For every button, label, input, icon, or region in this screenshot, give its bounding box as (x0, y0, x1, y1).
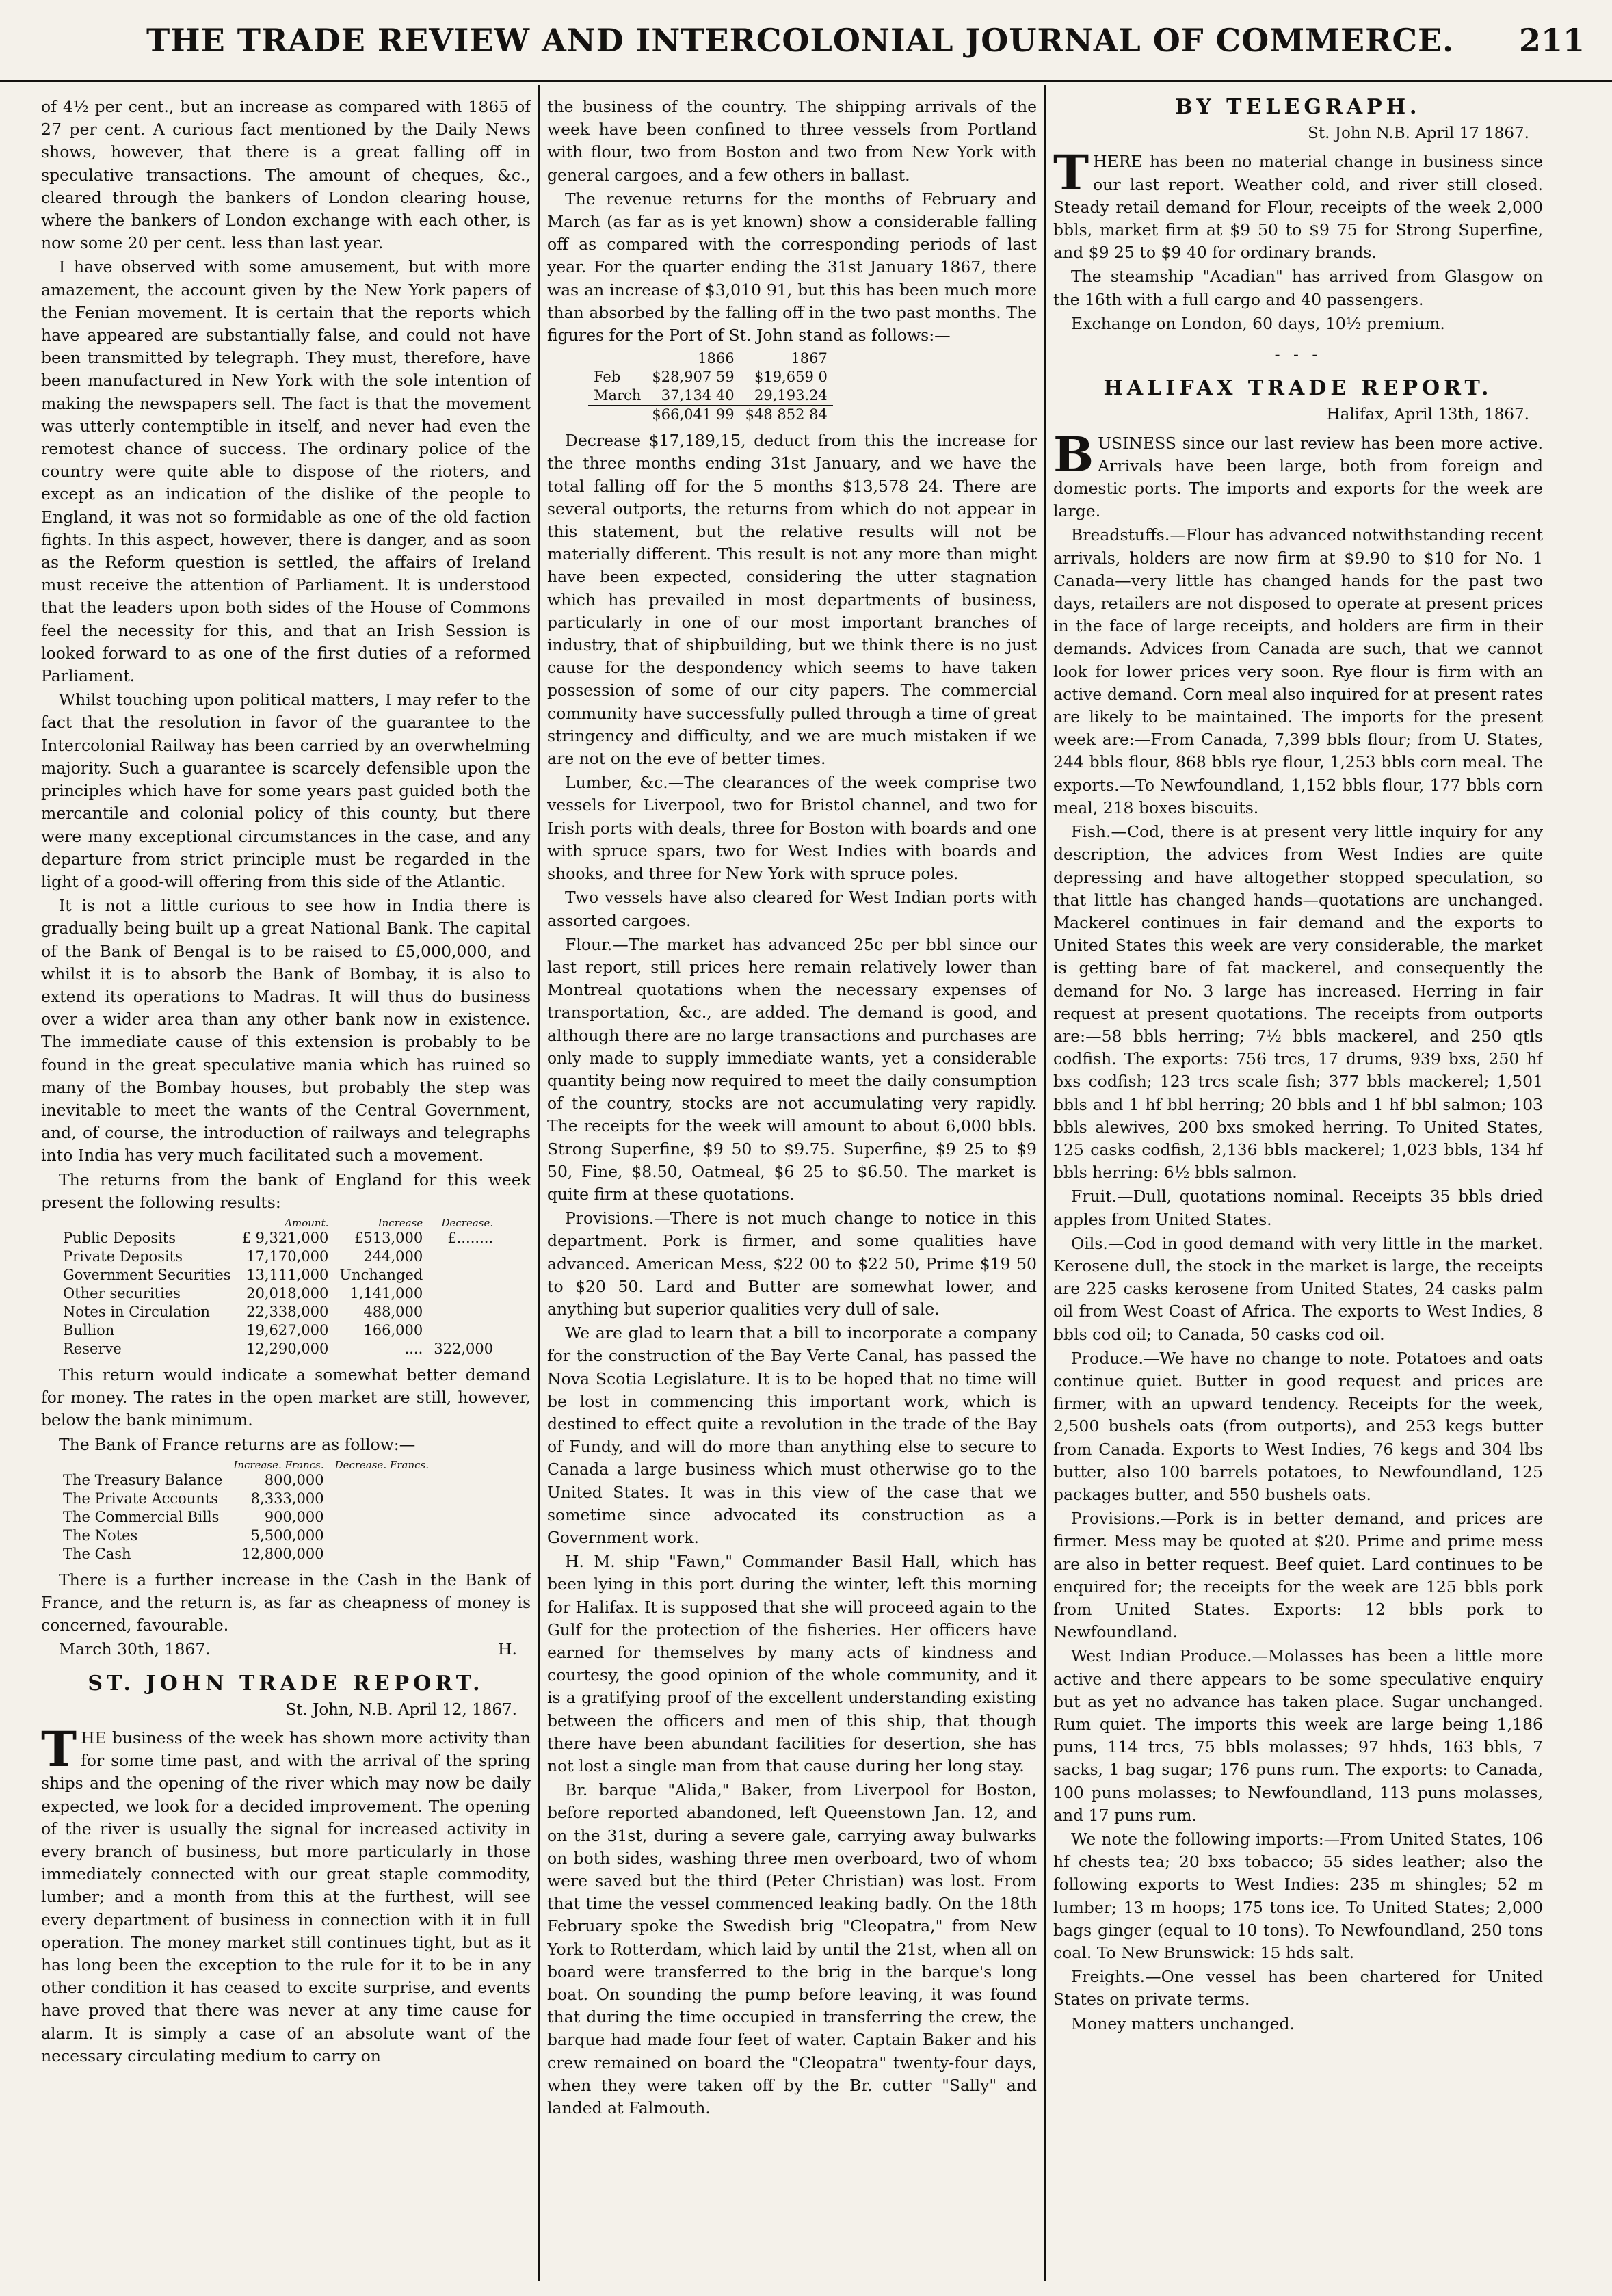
increase-cell: £513,000 (354, 1229, 423, 1246)
signature-initial: H. (498, 1639, 517, 1659)
table-header-cell (57, 1459, 228, 1471)
row-label: The Cash (63, 1545, 131, 1562)
table-row (57, 1321, 499, 1340)
paragraph: The Bank of France returns are as follow:— (59, 1434, 416, 1454)
value-1867: $19,659 0 (754, 369, 828, 386)
value-1867: 29,193.24 (754, 387, 828, 404)
row-label: Government Securities (63, 1266, 231, 1283)
decrease-cell (330, 1490, 434, 1508)
table-row (57, 1248, 499, 1266)
st-john-report-heading: ST. JOHN TRADE REPORT. (88, 1671, 484, 1695)
row-label: Bullion (63, 1321, 115, 1338)
paragraph: It is not a little curious to see how in India there is gradually being built up a great National Bank. The capital of the Bank of Bengal is to be raised to £5,000,000, and whilst it is to absorb the Bank of Bombay, it is also to extend its operations to Madras. It will thus do business over a wider area than any other bank now in existence. The immediate cause of this extension is probably to be found in the great speculative mania which has ruined so many of the Bombay houses, but probably the step was inevitable to meet the wants of the Central Government, and, of course, the introduction of railways and telegraphs into India has very much facilitated such a movement. (41, 896, 531, 1165)
paragraph-text: HE business of the week has shown more activity than for some time past, and with the arrival of the spring ships and the opening of the river which may now be daily expected, we look for a decided improvement. The opening of the river is usually the signal for increased activity in every branch of business, but more particularly in those immediately connected with our great staple commodity, lumber; and a month from this at the furthest, will see every department of business in connection with it in full operation. The money market still continues tight, but as it has long been the exception to the rule for it to be in any other condition it has ceased to excite surprise, and events have proved that there was never at any time cause for alarm. It is simply a case of an absolute want of the necessary circulating medium to carry on (41, 1728, 531, 2066)
amount-cell: 17,170,000 (246, 1248, 329, 1265)
telegraph-dateline: St. John N.B. April 17 1867. (1308, 124, 1529, 143)
journal-title: THE TRADE REVIEW AND INTERCOLONIAL JOURNAL OF COMMERCE. (146, 22, 1455, 59)
bank-of-france-table (57, 1459, 434, 1563)
paragraph-text: HERE has been no material change in business since our last report. Weather cold, and river still closed. Steady retail demand for Flour, receipts of the week 2,000 bbls, market firm at $9 50 to $9 75 for Strong Superfine, and $9 25 to $9 40 for ordinary brands. (1053, 152, 1543, 263)
increase-cell: 166,000 (363, 1321, 423, 1338)
table-header-row (57, 1459, 434, 1471)
column-rule-right (1044, 85, 1046, 2281)
table-row (57, 1527, 434, 1545)
paragraph: There is a further increase in the Cash in the Bank of France, and the return is, as far as cheapness of money is concerned, favourable. (41, 1570, 531, 1635)
table-total-row (588, 406, 833, 425)
row-label: Notes in Circulation (63, 1303, 210, 1320)
row-label (588, 406, 646, 425)
decrease-cell (428, 1303, 499, 1321)
increase-cell: 244,000 (363, 1248, 423, 1265)
paragraph: The revenue returns for the months of February and March (as far as is yet known) show a considerable falling off as compared with the corresponding periods of last year. For the quarter ending the 31st January 1867, there was an increase of $3,010 91, but this has been much more than absorbed by the falling off in the two past months. The figures for the Port of St. John stand as follows:— (547, 189, 1037, 345)
row-label: Public Deposits (63, 1229, 176, 1246)
table-header-cell (57, 1217, 236, 1229)
row-label: The Private Accounts (63, 1490, 219, 1507)
column-1 (41, 96, 531, 2278)
increase-cell: 12,800,000 (241, 1545, 324, 1562)
paragraph (1053, 144, 1543, 264)
table-header-cell: 1866 (698, 350, 735, 367)
paragraph: The steamship "Acadian" has arrived from Glasgow on the 16th with a full cargo and 40 passengers. (1053, 267, 1543, 309)
amount-cell: 22,338,000 (246, 1303, 329, 1320)
row-label: March (594, 387, 642, 404)
paragraph (41, 1720, 531, 2068)
table-header-cell: 1867 (791, 350, 828, 367)
paragraph: Exchange on London, 60 days, 10½ premium. (1071, 313, 1445, 333)
paragraph: Produce.—We have no change to note. Potatoes and oats continue quiet. Butter in good request and prices are firmer, with an upward tendency. Receipts for the week, 2,500 bushels oats (from outports), and 253 kegs butter from Canada. Exports to West Indies, 76 kegs and 304 lbs butter, also 100 barrels potatoes, to Newfoundland, 125 packages butter, and 550 bushels oats. (1053, 1348, 1543, 1504)
table-header-cell: Decrease. (441, 1216, 494, 1229)
table-row (588, 368, 833, 386)
paragraph: This return would indicate a somewhat better demand for money. The rates in the open market are still, however, below the bank minimum. (41, 1364, 531, 1430)
column-rule-left (538, 85, 540, 2281)
paragraph: West Indian Produce.—Molasses has been a little more active and there appears to be some speculative enquiry but as yet no advance has taken place. Sugar unchanged. Rum quiet. The imports this week are large being 1,186 puns, 114 trcs, 75 bbls molasses; 97 hhds, 163 bbls, 7 sacks, 1 bag sugar; 176 puns rum. The exports: to Canada, 100 puns molasses; to Newfoundland, 113 puns molasses, and 17 puns rum. (1053, 1646, 1543, 1825)
amount-cell: 13,111,000 (246, 1266, 329, 1283)
paragraph: Provisions.—There is not much change to notice in this department. Pork is firmer, and some qualities have advanced. American Mess, $22 00 to $22 50, Prime $19 50 to $20 50. Lard and Butter are somewhat lower, and anything but superior qualities very dull of sale. (547, 1209, 1037, 1319)
increase-cell: 800,000 (264, 1471, 324, 1488)
increase-cell: 488,000 (363, 1303, 423, 1320)
paragraph: Fruit.—Dull, quotations nominal. Receipts 35 bbls dried apples from United States. (1053, 1187, 1543, 1229)
paragraph: We note the following imports:—From United States, 106 hf chests tea; 20 bxs tobacco; 55 sides leather; also the following exports to West Indies: 235 m shingles; 52 m lumber; 13 m hoops; 175 tons ice. To United States; 2,000 bags ginger (equal to 10 tons). To Newfoundland, 250 tons coal. To New Brunswick: 15 hds salt. (1053, 1830, 1543, 1963)
revenue-returns-table (588, 349, 833, 424)
paragraph: Money matters unchanged. (1071, 2014, 1295, 2033)
increase-cell: 900,000 (264, 1508, 324, 1525)
drop-cap: B (1053, 425, 1094, 483)
decrease-cell: £........ (447, 1229, 494, 1246)
amount-cell: 20,018,000 (246, 1284, 329, 1302)
paragraph: We are glad to learn that a bill to incorporate a company for the construction of the Bay Verte Canal, has passed the Nova Scotia Legislature. It is to be hoped that no time will be lost in commencing this important work, which is destined to effect quite a revolution in the trade of the Bay of Fundy, and will do more than anything else to secure to Canada a large business which must otherwise go to the United States. It was in this view of the case that we sometime since advocated its construction as a Government work. (547, 1323, 1037, 1547)
paragraph: Lumber, &c.—The clearances of the week comprise two vessels for Liverpool, two for Bristol channel, and two for Irish ports with deals, three for Boston with boards and one with spruce spars, two for West Indies with boards and shooks, and three for New York with spruce poles. (547, 773, 1037, 884)
signature-line (41, 1638, 531, 1661)
page-header (0, 14, 1612, 82)
paragraph: Br. barque "Alida," Baker, from Liverpool for Boston, before reported abandoned, left Queenstown Jan. 12, and on the 31st, during a severe gale, carrying away bulwarks on both sides, washing three men overboard, two of whom were saved but the third (Peter Christian) was lost. From that time the vessel commenced leaking badly. On the 18th February spoke the Swedish brig "Cleopatra," from New York to Rotterdam, which laid by until the 21st, when all on board were transferred to the brig in the barque's long boat. On sounding the pump before leaving, it was found that during the time occupied in transferring the crew, the barque had made four feet of water. Captain Baker and his crew remained on board the "Cleopatra" twenty-four days, when they were taken off by the Br. cutter "Sally" and landed at Falmouth. (547, 1780, 1037, 2118)
table-row (57, 1545, 434, 1563)
paragraph-text: USINESS since our last review has been more active. Arrivals have been large, both from foreign and domestic ports. The imports and exports for the week are large. (1053, 433, 1543, 521)
increase-cell: 5,500,000 (250, 1527, 324, 1544)
table-row (57, 1284, 499, 1303)
table-row (57, 1266, 499, 1284)
table-header-cell: Increase (378, 1216, 423, 1229)
paragraph: I have observed with some amusement, but with more amazement, the account given by the New York papers of the Fenian movement. It is certain that the reports which have appeared are substantially false, and could not have been transmitted by telegraph. They must, therefore, have been manufactured in New York with the sole intention of making the newspapers sell. The fact is that the movement was utterly contemptible in itself, and never had even the remotest chance of success. The ordinary police of the country were quite able to dispose of the rioters, and except as an indication of the dislike of the people to England, it was not so formidable as one of the old faction fights. In this aspect, however, there is danger, and as soon as the Reform question is settled, the affairs of Ireland must receive the attention of Parliament. It is understood that the leaders upon both sides of the House of Commons feel the necessity for this, and that an Irish Session is looked forward to as one of the first duties of a reformed Parliament. (41, 257, 531, 686)
paragraph: H. M. ship "Fawn," Commander Basil Hall, which has been lying in this port during the winter, left this morning for Halifax. It is supposed that she will proceed again to the Gulf for the protection of the fisheries. Her officers have earned for themselves by many acts of kindness and courtesy, the good opinion of the whole community, and it is a gratifying proof of the excellent understanding existing between the officers and men of this ship, that though there have been abundant facilities for desertion, she has not lost a single man from that cause during her long stay. (547, 1552, 1037, 1776)
drop-cap: T (1053, 144, 1089, 202)
increase-cell: Unchanged (339, 1266, 423, 1283)
table-row (57, 1229, 499, 1248)
decrease-cell: 322,000 (434, 1340, 494, 1357)
increase-cell: 8,333,000 (250, 1490, 324, 1507)
column-3 (1053, 96, 1543, 2278)
decrease-cell (330, 1508, 434, 1527)
halifax-report-heading: HALIFAX TRADE REPORT. (1103, 376, 1493, 401)
table-header-row (57, 1217, 499, 1229)
value-1866: 37,134 40 (661, 387, 735, 404)
row-label: Other securities (63, 1284, 181, 1302)
paragraph: The returns from the bank of England for this week present the following results: (41, 1170, 531, 1212)
increase-cell: .... (404, 1340, 423, 1357)
row-label: The Commercial Bills (63, 1508, 220, 1525)
paragraph: Fish.—Cod, there is at present very little inquiry for any description, the advices from West Indies are quite depressing and have altogether stopped speculation, so that little has changed hands—quotations are unchanged. Mackerel continues in fair demand and the exports to United States this week are very considerable, the market is getting bare of fat mackerel, and consequently the demand for No. 3 large has increased. Herring in fair request at present quotations. The receipts from outports are:—58 bbls herring; 7½ bbls mackerel, and 250 qtls codfish. The exports: 756 trcs, 17 drums, 939 bxs, 250 hf bxs codfish; 123 trcs scale fish; 377 bbls mackerel; 1,501 bbls and 1 hf bbl herring; 20 bbls and 1 hf bbl salmon; 103 bbls alewives, 200 bxs smoked herring. To United States, 125 casks codfish, 2,136 bbls mackerel; 1,023 bbls, 134 hf bbls herring: 6½ bbls salmon. (1053, 822, 1543, 1183)
total-1866: $66,041 99 (646, 406, 739, 425)
decrease-cell (330, 1471, 434, 1490)
column-2 (547, 96, 1037, 2278)
paragraph: Freights.—One vessel has been chartered for United States on private terms. (1053, 1967, 1543, 2009)
st-john-dateline: St. John, N.B. April 12, 1867. (285, 1700, 517, 1719)
table-header-cell (588, 349, 646, 368)
total-1867: $48 852 84 (740, 406, 833, 425)
table-header-cell: Increase. Francs. (233, 1458, 324, 1471)
value-1866: $28,907 59 (652, 369, 735, 386)
drop-cap: T (41, 1720, 77, 1778)
paragraph (1053, 425, 1543, 523)
paragraph: Decrease $17,189,15, deduct from this the increase for the three months ending 31st January, and we have the total falling off for the 5 months $13,578 24. There are several outports, the returns from which do not appear in this statement, but the relative results will not be materially different. This result is not any more than might have been expected, considering the utter stagnation which has prevailed in most departments of business, particularly in one of our most important branches of industry, that of shipbuilding, but we think there is no just cause for the despondency which seems to have taken possession of some of our city papers. The commercial community have successfully pulled through a time of great stringency and difficulty, and we are much mistaken if we are not on the eve of better times. (547, 431, 1037, 769)
amount-cell: 19,627,000 (246, 1321, 329, 1338)
row-label: Feb (594, 369, 621, 386)
decrease-cell (330, 1545, 434, 1563)
page-number: 211 (1518, 22, 1585, 59)
section-separator: - - - (1274, 345, 1322, 365)
paragraph: the business of the country. The shipping arrivals of the week have been confined to three vessels from Portland with flour, two from Boston and two from New York with general cargoes, and a few others in ballast. (547, 97, 1037, 185)
paragraph: of 4½ per cent., but an increase as compared with 1865 of 27 per cent. A curious fact mentioned by the Daily News shows, however, that there is a great falling off in speculative transactions. The amount of cheques, &c., cleared through the bankers of London clearing house, where the bankers of London exchange with each other, is now some 20 per cent. less than last year. (41, 97, 531, 253)
halifax-dateline: Halifax, April 13th, 1867. (1326, 406, 1529, 424)
table-header-row (588, 349, 833, 368)
decrease-cell (428, 1284, 499, 1303)
row-label: Private Deposits (63, 1248, 183, 1265)
paragraph: Whilst touching upon political matters, I may refer to the fact that the resolution in favor of the guarantee to the Intercolonial Railway has been carried by an overwhelming majority. Such a guarantee is scarcely defensible upon the principles which have for some years past guided both the mercantile and colonial policy of this county, but there were many exceptional circumstances in the case, and any departure from strict principle must be regarded in the light of a good-will offering from this side of the Atlantic. (41, 690, 531, 891)
decrease-cell (428, 1248, 499, 1266)
paragraph: Flour.—The market has advanced 25c per bbl since our last report, still prices here remain relatively lower than Montreal quotations when the necessary expenses of transportation, &c., are added. The demand is good, and although there are no large transactions and purchases are only made to supply immediate wants, yet a considerable quantity being now required to meet the daily consumption of the country, stocks are not accumulating very rapidly. The receipts for the week will amount to about 6,000 bbls. Strong Superfine, $9 50 to $9.75. Superfine, $9 25 to $9 50, Fine, $8.50, Oatmeal, $6 25 to $6.50. The market is quite firm at these quotations. (547, 934, 1037, 1204)
table-row (57, 1340, 499, 1358)
table-header-cell: Decrease. Francs. (334, 1458, 430, 1471)
paragraph: Provisions.—Pork is in better demand, and prices are firmer. Mess may be quoted at $20. Prime and prime mess are also in better request. Beef quiet. Lard continues to be enquired for; the receipts for the week are 125 bbls pork from United States. Exports: 12 bbls pork to Newfoundland. (1053, 1509, 1543, 1642)
decrease-cell (428, 1266, 499, 1284)
increase-cell: 1,141,000 (349, 1284, 423, 1302)
amount-cell: £ 9,321,000 (241, 1229, 329, 1246)
bank-of-england-table (57, 1217, 499, 1358)
paragraph: Oils.—Cod in good demand with very little in the market. Kerosene dull, the stock in the market is large, the receipts are 225 casks kerosene from United States, 24 casks palm oil from West Coast of Africa. The exports to West Indies, 8 bbls cod oil; to Canada, 50 casks cod oil. (1053, 1233, 1543, 1344)
telegraph-heading: BY TELEGRAPH. (1175, 96, 1421, 119)
table-row (57, 1490, 434, 1508)
table-row (588, 386, 833, 406)
signature-date: March 30th, 1867. (59, 1639, 211, 1659)
row-label: The Treasury Balance (63, 1471, 223, 1488)
table-row (57, 1508, 434, 1527)
table-row (57, 1471, 434, 1490)
paragraph: Breadstuffs.—Flour has advanced notwithstanding recent arrivals, holders are now firm at $9.90 to $10 for No. 1 Canada—very little has changed hands for the past two days, retailers are not disposed to operate at present prices in the face of large receipts, and holders are firm in their demands. Advices from Canada are such, that we cannot look for lower prices very soon. Rye flour is firm with an active demand. Corn meal also inquired for at present rates are likely to be maintained. The imports for the present week are:—From Canada, 7,399 bbls flour; from U. States, 244 bbls flour, 868 bbls rye flour, 1,253 bbls corn meal. The exports.—To Newfoundland, 1,152 bbls flour, 177 bbls corn meal, 218 boxes biscuits. (1053, 525, 1543, 817)
decrease-cell (428, 1321, 499, 1340)
row-label: Reserve (63, 1340, 122, 1357)
table-row (57, 1303, 499, 1321)
row-label: The Notes (63, 1527, 138, 1544)
table-header-cell: Amount. (285, 1216, 329, 1229)
amount-cell: 12,290,000 (246, 1340, 329, 1357)
paragraph: Two vessels have also cleared for West Indian ports with assorted cargoes. (547, 888, 1037, 930)
decrease-cell (330, 1527, 434, 1545)
